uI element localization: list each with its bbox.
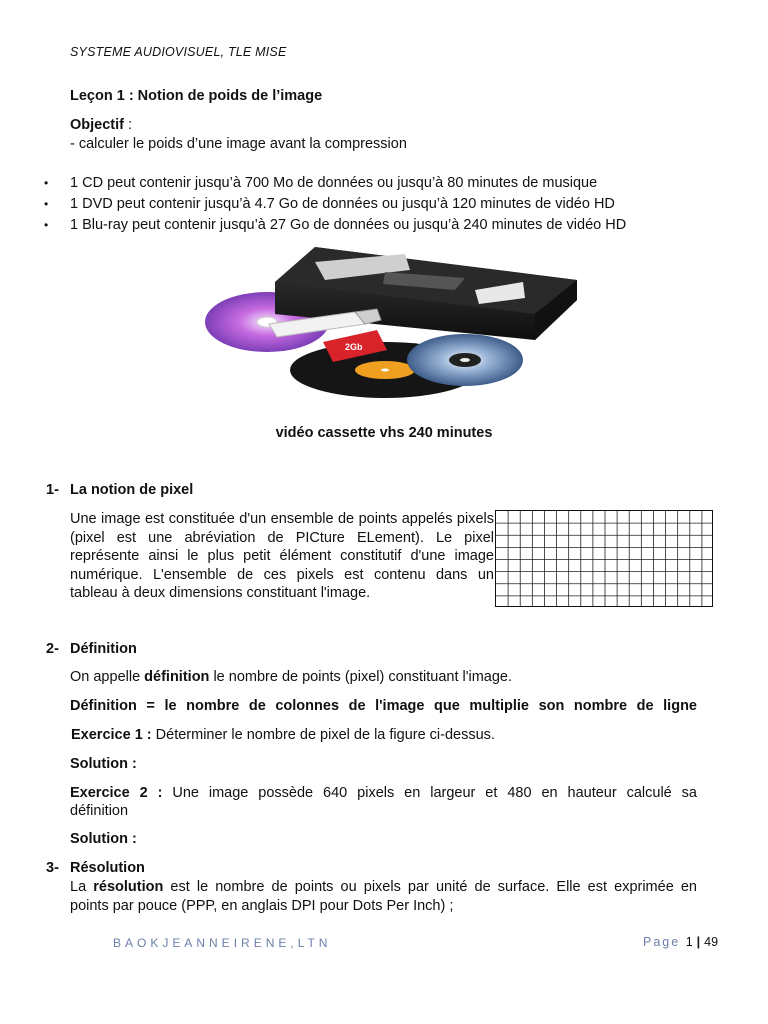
- section-number: 1-: [46, 482, 59, 498]
- definition-formula: Définition = le nombre de colonnes de l'image que multiplie son nombre de ligne: [70, 698, 697, 714]
- section-number: 3-: [46, 860, 59, 876]
- solution-1: Solution :: [70, 756, 137, 772]
- exercise-2: [70, 785, 697, 801]
- exercise-text: Une image possède 640 pixels en largeur et 480 en hauteur calculé sa: [162, 785, 697, 801]
- list-item: [44, 216, 626, 237]
- list-item: [44, 174, 626, 195]
- section-2-heading: [46, 641, 137, 657]
- page-number: 1: [685, 935, 693, 949]
- bullet-icon: •: [44, 197, 49, 211]
- footer-author: BAOKJEANNEIRENE,LTN: [113, 936, 332, 950]
- exercise-label: Exercice 1 :: [71, 727, 152, 743]
- exercise-1: [71, 727, 698, 743]
- text-run: On appelle: [70, 669, 145, 685]
- media-photo: [205, 242, 580, 402]
- image-caption: vidéo cassette vhs 240 minutes: [275, 425, 493, 441]
- objective-label: Objectif: [70, 117, 124, 133]
- total-pages: 49: [704, 935, 719, 949]
- definition-intro: [70, 669, 697, 685]
- cd-right-icon: [407, 334, 523, 386]
- text-run: le nombre de points (pixel) constituant l'image.: [209, 669, 513, 685]
- exercise-text: Déterminer le nombre de pixel de la figure ci-dessus.: [151, 727, 495, 743]
- text-run: est le nombre de points ou pixels par unité de surface. Elle est exprimée en: [163, 879, 697, 895]
- section-title: La notion de pixel: [70, 482, 194, 498]
- section-title: Définition: [70, 641, 137, 657]
- section-3-heading: [46, 860, 145, 876]
- list-item: [44, 195, 626, 216]
- solution-2: Solution :: [70, 831, 137, 847]
- list-item-text: 1 Blu-ray peut contenir jusqu’à 27 Go de données ou jusqu’à 240 minutes de vidéo HD: [70, 217, 627, 233]
- page-label: Page: [643, 935, 681, 949]
- memory-card-label: 2Gb: [345, 342, 363, 352]
- section-1-heading: [46, 482, 193, 498]
- exercise-2-continuation: définition: [70, 803, 129, 819]
- bold-term: définition: [144, 669, 210, 685]
- page-indicator: [643, 935, 718, 949]
- capacity-list: [44, 174, 626, 237]
- section-title: Résolution: [70, 860, 145, 876]
- objective-colon: :: [123, 117, 133, 133]
- pixel-grid: [495, 510, 713, 607]
- resolution-line-2: points par pouce (PPP, en anglais DPI pour Dots Per Inch) ;: [70, 898, 454, 914]
- objective-heading: [70, 117, 132, 133]
- pixel-definition-paragraph: Une image est constituée d'un ensemble de points appelés pixels (pixel est une abréviation de PICture ELement). Le pixel représente ainsi le plus petit élément constitutif d'une image numérique. L'ensemble de ces pixels est contenu dans un tableau à deux dimensions constituant l'image.: [70, 511, 494, 601]
- bullet-icon: •: [44, 176, 49, 190]
- text-run: La: [70, 879, 94, 895]
- page-separator: |: [696, 935, 701, 949]
- section-number: 2-: [46, 641, 59, 657]
- list-item-text: 1 CD peut contenir jusqu’à 700 Mo de données ou jusqu’à 80 minutes de musique: [70, 175, 598, 191]
- exercise-label: Exercice 2 :: [70, 785, 163, 801]
- page-header: SYSTEME AUDIOVISUEL, TLE MISE: [70, 45, 287, 59]
- list-item-text: 1 DVD peut contenir jusqu’à 4.7 Go de données ou jusqu’à 120 minutes de vidéo HD: [70, 196, 615, 212]
- bold-term: résolution: [93, 879, 164, 895]
- lesson-title: Leçon 1 : Notion de poids de l’image: [70, 88, 323, 104]
- resolution-line-1: [70, 879, 697, 895]
- objective-text: - calculer le poids d’une image avant la compression: [70, 136, 407, 152]
- bullet-icon: •: [44, 218, 49, 232]
